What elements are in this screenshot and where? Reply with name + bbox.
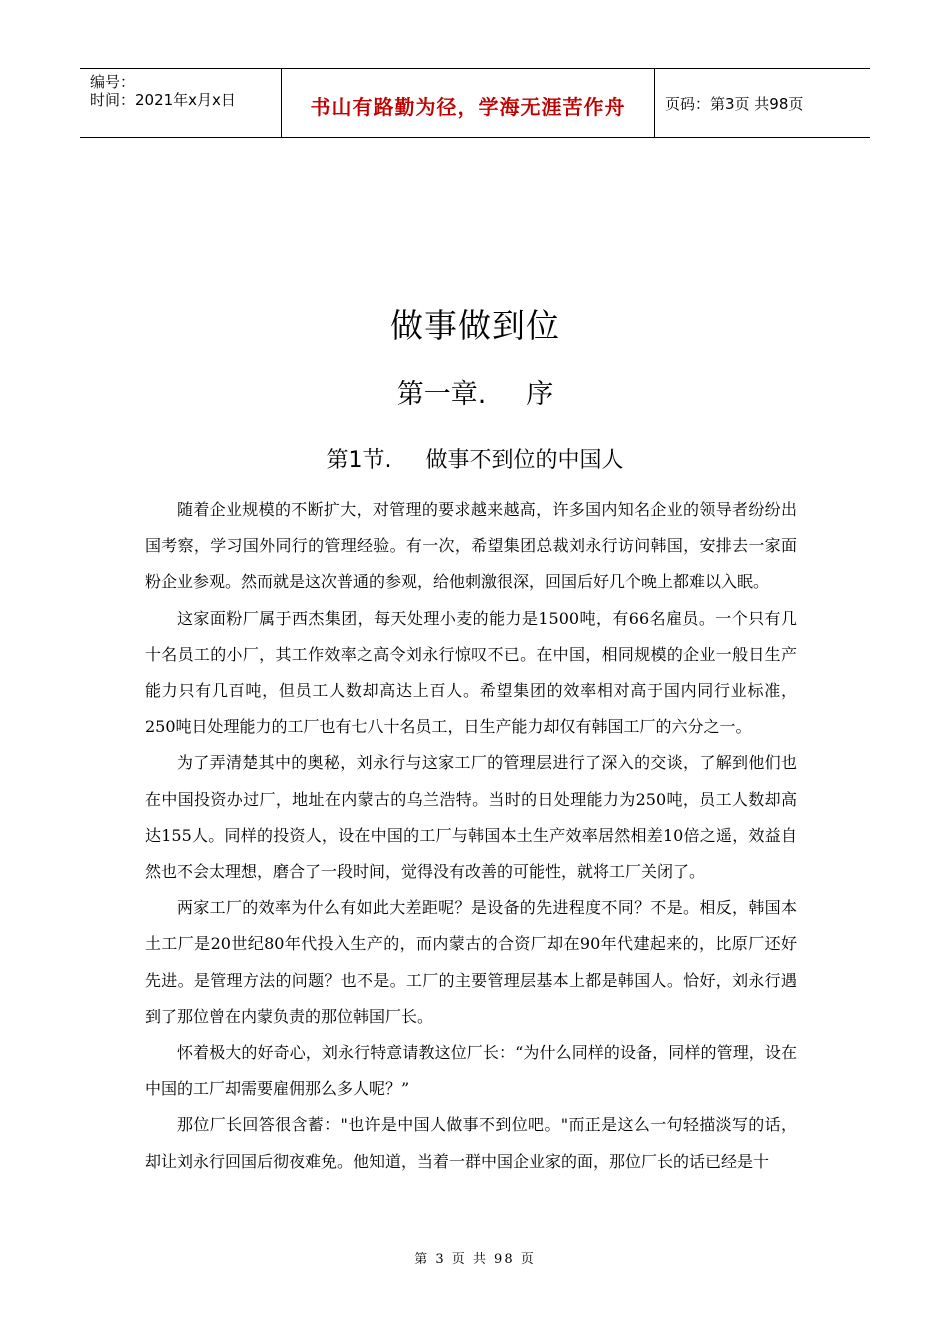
paragraph: 怀着极大的好奇心，刘永行特意请教这位厂长：“为什么同样的设备，同样的管理，设在中国的工厂却需要雇佣那么多人呢？”: [145, 1043, 797, 1099]
paragraph: 这家面粉厂属于西杰集团，每天处理小麦的能力是1500吨，有66名雇员。一个只有几十名员工的小厂，其工作效率之高令刘永行惊叹不已。在中国，相同规模的企业一般日生产能力只有几百吨，但员工人数却高达上百人。希望集团的效率相对高于国内同行业标准，250吨日处理能力的工厂也有七八十名员工，日生产能力却仅有韩国工厂的六分之一。: [145, 608, 797, 737]
header-page-code: 页码：第3页 共98页: [665, 95, 804, 113]
chapter-heading: [0, 372, 950, 411]
header-motto-cell: [281, 69, 655, 137]
page-footer: 第 3 页 共 98 页: [414, 1252, 536, 1267]
paragraph: 那位厂长回答很含蓄："也许是中国人做事不到位吧。"而正是这么一句轻描淡写的话，却让刘永行回国后彻夜难免。他知道，当着一群中国企业家的面，那位厂长的话已经是十: [145, 1115, 797, 1171]
header-motto: 书山有路勤为径，学海无涯苦作舟: [310, 95, 626, 119]
header-page-cell: [655, 69, 870, 137]
section-number: 第1节.: [326, 448, 392, 473]
document-number-label: 编号：: [90, 73, 136, 91]
header-info-cell: [80, 69, 280, 137]
section-title: 做事不到位的中国人: [425, 448, 624, 473]
body-text: [145, 492, 797, 1180]
chapter-title: 序: [526, 379, 554, 410]
paragraph: 两家工厂的效率为什么有如此大差距呢？是设备的先进程度不同？不是。相反，韩国本土工厂是20世纪80年代投入生产的，而内蒙古的合资厂却在90年代建起来的，比原厂还好先进。是管理方法的问题？也不是。工厂的主要管理层基本上都是韩国人。恰好，刘永行遇到了那位曾在内蒙负责的那位韩国厂长。: [145, 898, 797, 1026]
document-date-label: 时间：2021年x月x日: [90, 91, 236, 109]
document-title: 做事做到位: [390, 306, 560, 345]
paragraph: 随着企业规模的不断扩大，对管理的要求越来越高，许多国内知名企业的领导者纷纷出国考察，学习国外同行的管理经验。有一次，希望集团总裁刘永行访问韩国，安排去一家面粉企业参观。然而就是这次普通的参观，给他刺激很深，回国后好几个晚上都难以入眠。: [145, 500, 797, 592]
section-heading: [0, 443, 950, 474]
paragraph: 为了弄清楚其中的奥秘，刘永行与这家工厂的管理层进行了深入的交谈，了解到他们也在中国投资办过厂，地址在内蒙古的乌兰浩特。当时的日处理能力为250吨，员工人数却高达155人。同样的投资人，设在中国的工厂与韩国本土生产效率居然相差10倍之遥，效益自然也不会太理想，磨合了一段时间，觉得没有改善的可能性，就将工厂关闭了。: [145, 753, 797, 882]
page-header: [80, 68, 870, 138]
chapter-number: 第一章.: [396, 379, 487, 410]
